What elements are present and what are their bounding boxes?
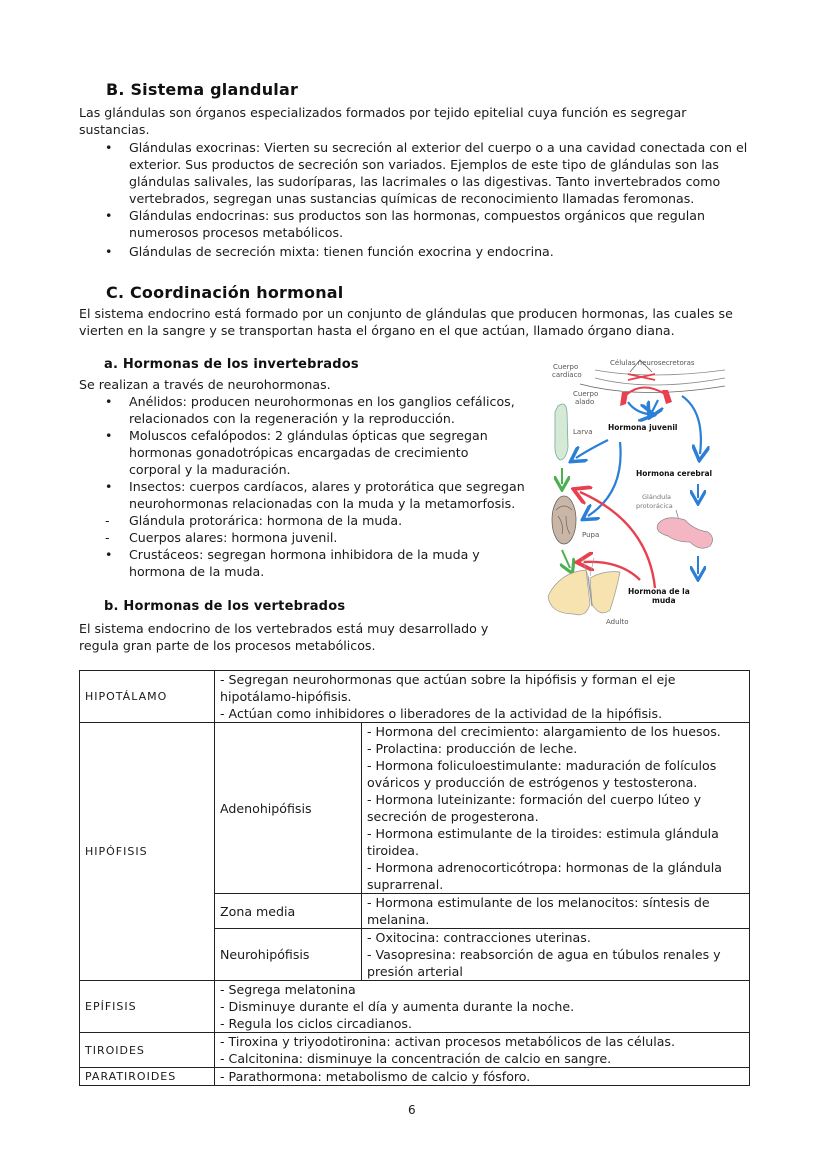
bullet-icon: • [105, 547, 113, 562]
paragraph-invertebrados-intro: Se realizan a través de neurohormonas. [79, 377, 331, 392]
list-item-mixta [79, 243, 769, 260]
text-line: Glándulas endocrinas: sus productos son las hormonas, compuestos orgánicos que regulan [129, 208, 705, 223]
paragraph-vertebrados-intro [79, 620, 488, 654]
gland-description-cell [215, 1068, 750, 1086]
label-cuerpo-alado-2: alado [575, 398, 595, 406]
text-line: Anélidos: producen neurohormonas en los ganglios cefálicos, [129, 394, 515, 409]
bullet-icon: • [105, 140, 113, 155]
label-glandula-2: protorácica [636, 502, 673, 510]
text-line: - Tiroxina y triyodotironina: activan procesos metabólicos de las células. [220, 1034, 675, 1049]
text-line: corporal y la maduración. [129, 462, 291, 477]
text-line: hormona de la muda. [129, 564, 265, 579]
label-adulto: Adulto [606, 618, 629, 626]
label-larva: Larva [573, 428, 593, 436]
gland-name-cell: PARATIROIDES [80, 1068, 215, 1086]
label-hormona-muda-2: muda [652, 596, 676, 605]
gland-name-cell: HIPOTÁLAMO [80, 671, 215, 723]
table-row-epifisis [80, 981, 750, 1033]
list-item-moluscos [79, 427, 539, 478]
vertebrate-hormones-table [79, 670, 750, 1086]
gland-description-cell [215, 1033, 750, 1068]
bullet-icon: • [105, 244, 113, 259]
text-line: vertebrados, segregan unas sustancias químicas de reconocimiento llamadas feromonas. [129, 191, 695, 206]
text-line: Insectos: cuerpos cardíacos, alares y protorática que segregan [129, 479, 525, 494]
gland-name-cell: EPÍFISIS [80, 981, 215, 1033]
text-line: - Hormona del crecimiento: alargamiento de los huesos. [367, 724, 721, 739]
text-line: - Actúan como inhibidores o liberadores de la actividad de la hipófisis. [220, 706, 663, 721]
list-item-cuerpos-alares [79, 529, 539, 546]
list-item-crustaceos [79, 546, 539, 580]
gland-name-cell: TIROIDES [80, 1033, 215, 1068]
bullet-icon: • [105, 428, 113, 443]
dash-icon: - [105, 513, 110, 528]
prothoracic-gland-icon [657, 518, 712, 549]
text-line: melanina. [367, 912, 430, 927]
text-line: regula gran parte de los procesos metabólicos. [79, 638, 376, 653]
subgland-name-cell: Zona media [215, 894, 362, 929]
label-hormona-juvenil: Hormona juvenil [608, 423, 678, 432]
text-line: Moluscos cefalópodos: 2 glándulas ópticas que segregan [129, 428, 488, 443]
invertebrados-list [79, 393, 539, 580]
text-line: - Oxitocina: contracciones uterinas. [367, 930, 591, 945]
list-item-glandula-protoracica [79, 512, 539, 529]
heading-invertebrados: a. Hormonas de los invertebrados [104, 357, 359, 372]
subgland-name-cell: Adenohipófisis [215, 723, 362, 894]
text-line: - Regula los ciclos circadianos. [220, 1016, 412, 1031]
text-line: - Parathormona: metabolismo de calcio y fósforo. [220, 1069, 531, 1084]
text-line: suprarrenal. [367, 877, 444, 892]
paragraph-coordinacion-intro [79, 305, 733, 339]
text-line: - Disminuye durante el día y aumenta durante la noche. [220, 999, 575, 1014]
table-row-adenohipofisis [80, 723, 750, 894]
table-row-tiroides [80, 1033, 750, 1068]
gland-description-cell [215, 671, 750, 723]
text-line: - Hormona adrenocorticótropa: hormonas de la glándula [367, 860, 723, 875]
list-item-insectos [79, 478, 539, 512]
insect-metamorphosis-diagram [540, 352, 740, 632]
butterfly-icon [548, 558, 620, 615]
label-celulas-neurosecretoras: Células neurosecretoras [610, 359, 695, 367]
text-line: tiroidea. [367, 843, 420, 858]
text-line: El sistema endocrino de los vertebrados está muy desarrollado y [79, 621, 489, 636]
bullet-icon: • [105, 479, 113, 494]
table-row-paratiroides [80, 1068, 750, 1086]
heading-coordinacion-hormonal: C. Coordinación hormonal [106, 283, 344, 302]
page-number: 6 [408, 1103, 416, 1117]
text-line: neurohormonas relacionadas con la muda y la metamorfosis. [129, 496, 516, 511]
text-line: Crustáceos: segregan hormona inhibidora de la muda y [129, 547, 480, 562]
text-line: - Segrega melatonina [220, 982, 356, 997]
dash-icon: - [105, 530, 110, 545]
label-cuerpo-cardiaco: Cuerpo [553, 363, 579, 371]
text-line: - Hormona estimulante de los melanocitos: síntesis de [367, 895, 710, 910]
text-line: ováricos y producción de estrógenos y testosterona. [367, 775, 698, 790]
text-line: hipotálamo-hipófisis. [220, 689, 352, 704]
bullet-icon: • [105, 208, 113, 223]
list-item-exocrinas [79, 139, 769, 207]
label-glandula: Glándula [642, 493, 671, 501]
text-line: relacionados con la regeneración y la reproducción. [129, 411, 455, 426]
pupa-icon [552, 496, 576, 544]
label-cuerpo-alado: Cuerpo [573, 390, 599, 398]
text-line: El sistema endocrino está formado por un conjunto de glándulas que producen hormonas, las cuales se [79, 306, 733, 321]
label-cuerpo-cardiaco-2: cardíaco [552, 371, 582, 379]
text-line: vierten en la sangre y se transportan hasta el órgano en el que actúan, llamado órgano diana. [79, 323, 675, 338]
text-line: Glándulas de secreción mixta: tienen función exocrina y endocrina. [129, 244, 554, 259]
text-line: numerosos procesos metabólicos. [129, 225, 344, 240]
text-line: Cuerpos alares: hormona juvenil. [129, 530, 338, 545]
heading-sistema-glandular: B. Sistema glandular [106, 80, 299, 99]
larva-icon [555, 404, 568, 460]
paragraph-glandulas-intro [79, 104, 686, 138]
label-hormona-muda: Hormona de la [628, 587, 690, 596]
gland-name-cell: HIPÓFISIS [80, 723, 215, 981]
bullet-icon: • [105, 394, 113, 409]
text-line: - Hormona foliculoestimulante: maduración de folículos [367, 758, 717, 773]
gland-description-cell [215, 981, 750, 1033]
heading-vertebrados: b. Hormonas de los vertebrados [104, 599, 346, 614]
gland-description-cell [362, 723, 750, 894]
text-line: secreción de progesterona. [367, 809, 539, 824]
text-line: Las glándulas son órganos especializados formados por tejido epitelial cuya función es segregar [79, 105, 687, 120]
text-line: - Vasopresina: reabsorción de agua en túbulos renales y [367, 947, 721, 962]
gland-description-cell [362, 929, 750, 981]
text-line: hormonas gonadotrópicas encargadas de crecimiento [129, 445, 469, 460]
label-hormona-cerebral: Hormona cerebral [636, 469, 713, 478]
text-line: exterior. Sus productos de secreción son variados. Ejemplos de este tipo de glándulas son las [129, 157, 719, 172]
subgland-name-cell: Neurohipófisis [215, 929, 362, 981]
text-line: - Prolactina: producción de leche. [367, 741, 578, 756]
gland-description-cell [362, 894, 750, 929]
text-line: - Calcitonina: disminuye la concentración de calcio en sangre. [220, 1051, 612, 1066]
text-line: - Hormona luteinizante: formación del cuerpo lúteo y [367, 792, 702, 807]
text-line: presión arterial [367, 964, 463, 979]
text-line: Glándula protorárica: hormona de la muda. [129, 513, 403, 528]
list-item-anelidos [79, 393, 539, 427]
text-line: - Hormona estimulante de la tiroides: estimula glándula [367, 826, 719, 841]
label-pupa: Pupa [582, 531, 600, 539]
text-line: sustancias. [79, 122, 150, 137]
text-line: Glándulas exocrinas: Vierten su secreción al exterior del cuerpo o a una cavidad conectada con el [129, 140, 748, 155]
text-line: - Segregan neurohormonas que actúan sobre la hipófisis y forman el eje [220, 672, 676, 687]
glandulas-list [79, 139, 769, 260]
text-line: glándulas salivales, las sudoríparas, las lacrimales o las digestivas. Tanto invertebrados como [129, 174, 721, 189]
table-row-hipotalamo [80, 671, 750, 723]
list-item-endocrinas [79, 207, 769, 241]
